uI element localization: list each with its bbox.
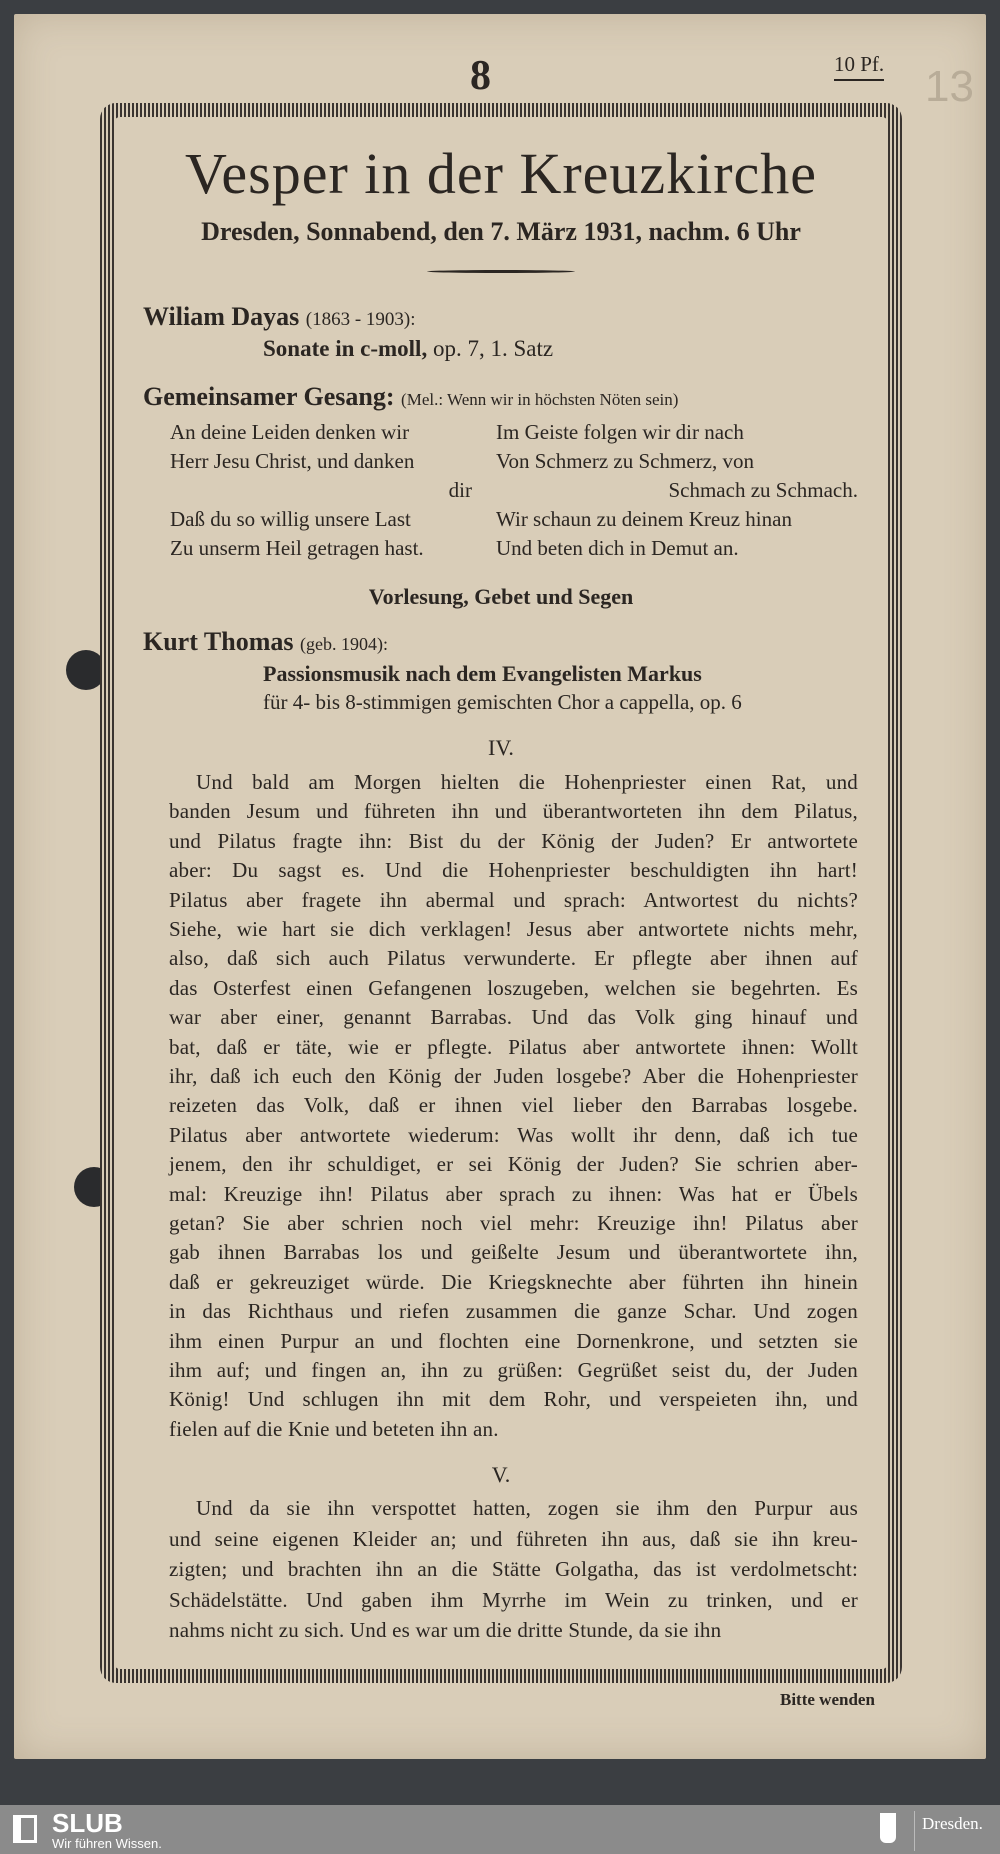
divider [427,270,575,273]
text-line: ihm auf; und fingen an, ihn zu grüßen: Gegrüßet seist du, der Juden [169,1358,858,1382]
price: 10 Pf. [834,52,884,81]
text-line: ihr, daß ich euch den König der Juden losgebe? Aber die Hohenpriester [169,1064,858,1088]
text-line: ihm einen Purpur an und flochten eine Dornenkrone, und setzten sie [169,1328,858,1353]
hymn-line: Und beten dich in Demut an. [496,536,739,560]
hymn-line: Im Geiste folgen wir dir nach [496,420,744,444]
turn-page-note: Bitte wenden [780,1690,875,1709]
text-line: also, daß sich auch Pilatus verwunderte. Er pflegte aber ihnen auf [169,946,858,971]
text-line: nahms nicht zu sich. Und es war um die dritte Stunde, da sie ihn [169,1618,722,1642]
text-line: Und da sie ihn verspottet hatten, zogen sie ihm den Purpur aus [196,1496,858,1520]
piece2-heading: Kurt Thomas (geb. 1904): [143,627,388,656]
slub-logo: SLUB [52,1808,123,1838]
text-line: Pilatus aber antwortete wiederum: Was wollt ihr denn, daß ich tue [169,1122,858,1147]
text-line: fielen auf die Knie und beteten ihn an. [169,1416,499,1441]
text-line: in das Richthaus und riefen zusammen die ganze Schar. Und zogen [169,1299,858,1324]
hymn-line: dir [448,478,472,502]
hymn-line: Herr Jesu Christ, und danken [170,449,415,473]
text-line: bat, daß er täte, wie er pflegte. Pilatus aber antwortete ihnen: Wollt [169,1034,858,1059]
text-line: aber: Du sagst es. Und die Hohenpriester beschuldigten ihn hart! [169,858,858,883]
piece1-heading: Wiliam Dayas (1863 - 1903): [143,302,416,331]
text-line: Und bald am Morgen hielten die Hohenpriester einen Rat, und [196,770,858,794]
piece2-detail: für 4- bis 8-stimmigen gemischten Chor a cappella, op. 6 [263,690,742,714]
text-line: daß er gekreuziget würde. Die Kriegsknechte aber führten ihn hinein [169,1269,858,1294]
hymn-line: Wir schaun zu deinem Kreuz hinan [496,507,792,531]
text-line: Siehe, wie hart sie dich verklagen! Jesus aber antwortete nichts mehr, [169,917,858,941]
book-icon [13,1815,37,1843]
hymn-line: Schmach zu Schmach. [668,478,858,502]
hymn-line: Daß du so willig unsere Last [170,507,411,531]
reading-heading: Vorlesung, Gebet und Segen [368,584,634,609]
dresden-logo: Dresden. [922,1814,983,1833]
text-line: König! Und schlugen ihn mit dem Rohr, und verspeieten ihn, und [169,1387,858,1412]
piece1-work: Sonate in c-moll, op. 7, 1. Satz [263,336,554,361]
text-line: banden Jesum und führeten ihn und überantworteten ihn dem Pilatus, [169,799,858,824]
text-line: Pilatus aber fragete ihn abermal und sprach: Antwortest du nichts? [169,887,858,912]
hymn-heading: Gemeinsamer Gesang: (Mel.: Wenn wir in höchsten Nöten sein) [143,382,679,411]
text-line: war aber einer, genannt Barrabas. Und das Volk ging hinauf und [169,1005,858,1030]
text-line: gab ihnen Barrabas los und geißelte Jesum und überantwortete ihn, [169,1240,858,1265]
coat-of-arms-icon [880,1813,896,1843]
text-line: Schädelstätte. Und gaben ihm Myrrhe im Wein zu trinken, und er [169,1587,858,1612]
text-line: und Pilatus fragte ihn: Bist du der König der Juden? Er antwortete [169,828,858,853]
hymn-line: An deine Leiden denken wir [170,420,410,444]
section-numeral: V. [491,1462,511,1487]
handwritten-note: 13 [925,62,974,111]
section-numeral: IV. [488,735,514,760]
subtitle: Dresden, Sonnabend, den 7. März 1931, nachm. 6 Uhr [201,217,801,246]
page-title: Vesper in der Kreuzkirche [184,141,818,206]
piece2-work: Passionsmusik nach dem Evangelisten Markus [263,661,702,686]
hymn-line: Von Schmerz zu Schmerz, von [496,449,754,473]
text-line: zigten; und brachten ihn an die Stätte Golgatha, das ist verdolmetscht: [169,1557,858,1581]
text-line: das Osterfest einen Gefangenen loszugeben, welchen sie begehrten. Es [169,975,858,1000]
text-line: mal: Kreuzige ihn! Pilatus aber sprach zu ihnen: Was hat er Übels [169,1181,858,1206]
slub-tagline: Wir führen Wissen. [52,1836,162,1851]
page-number: 8 [470,53,491,99]
text-line: und seine eigenen Kleider an; und führeten ihn aus, daß sie ihn kreu- [169,1526,858,1551]
text-line: jenem, den ihr schuldiget, er sei König der Juden? Sie schrien aber- [169,1152,858,1177]
text-line: reizeten das Volk, daß er ihnen viel lieber den Barrabas losgebe. [169,1093,858,1118]
text-line: getan? Sie aber schrien noch viel mehr: Kreuzige ihn! Pilatus aber [169,1211,858,1235]
footer-bar [0,1805,1000,1854]
hymn-line: Zu unserm Heil getragen hast. [170,536,424,560]
